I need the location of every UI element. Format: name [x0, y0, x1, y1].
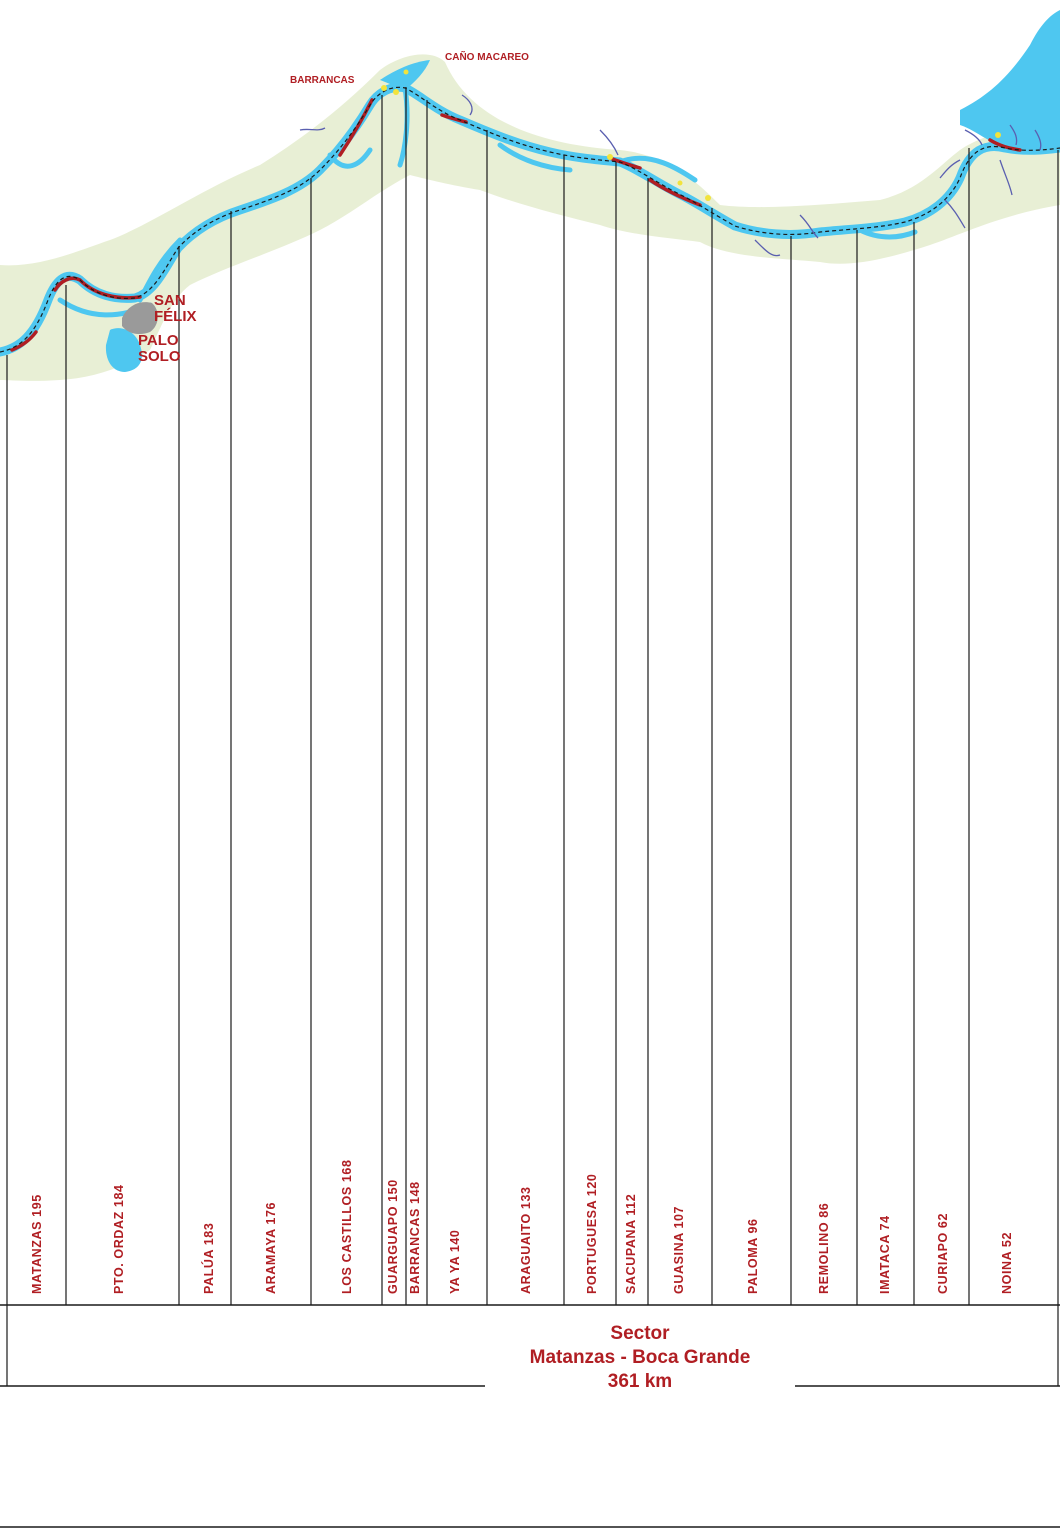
station-label: SACUPANA 112 [624, 1193, 638, 1294]
station-label: ARAGUAITO 133 [519, 1186, 533, 1294]
san-felix-label [154, 293, 197, 325]
station-label: PALOMA 96 [746, 1218, 760, 1294]
cano-macareo-label: CAÑO MACAREO [445, 52, 529, 63]
station-label: GUARGUAPO 150 [386, 1179, 400, 1294]
station-label: YA YA 140 [448, 1229, 462, 1294]
station-label: PALÚA 183 [202, 1222, 216, 1294]
station-label: CURIAPO 62 [936, 1212, 950, 1294]
sector-title [485, 1322, 795, 1394]
station-label: ARAMAYA 176 [264, 1201, 278, 1294]
station-label: PORTUGUESA 120 [585, 1173, 599, 1294]
station-label: REMOLINO 86 [817, 1202, 831, 1294]
sector-title-line2: Matanzas - Boca Grande [529, 1347, 751, 1368]
station-label: MATANZAS 195 [30, 1194, 44, 1294]
palo-solo-label [138, 333, 181, 365]
palo-solo-label-line1: PALO [138, 332, 179, 349]
sector-title-line3: 361 km [607, 1371, 673, 1392]
san-felix-label-line1: SAN [154, 292, 186, 309]
san-felix-label-line2: FÉLIX [154, 307, 197, 325]
station-label: GUASINA 107 [672, 1205, 686, 1294]
station-label: NOINA 52 [1000, 1232, 1014, 1294]
station-label: IMATACA 74 [878, 1215, 892, 1294]
sector-title-line1: Sector [610, 1323, 670, 1344]
palo-solo-label-line2: SOLO [138, 347, 181, 365]
station-label: PTO. ORDAZ 184 [112, 1184, 126, 1294]
station-label: LOS CASTILLOS 168 [340, 1159, 354, 1294]
delta-water [960, 10, 1060, 151]
barrancas-map-label: BARRANCAS [290, 75, 355, 86]
station-label: BARRANCAS 148 [408, 1181, 422, 1294]
